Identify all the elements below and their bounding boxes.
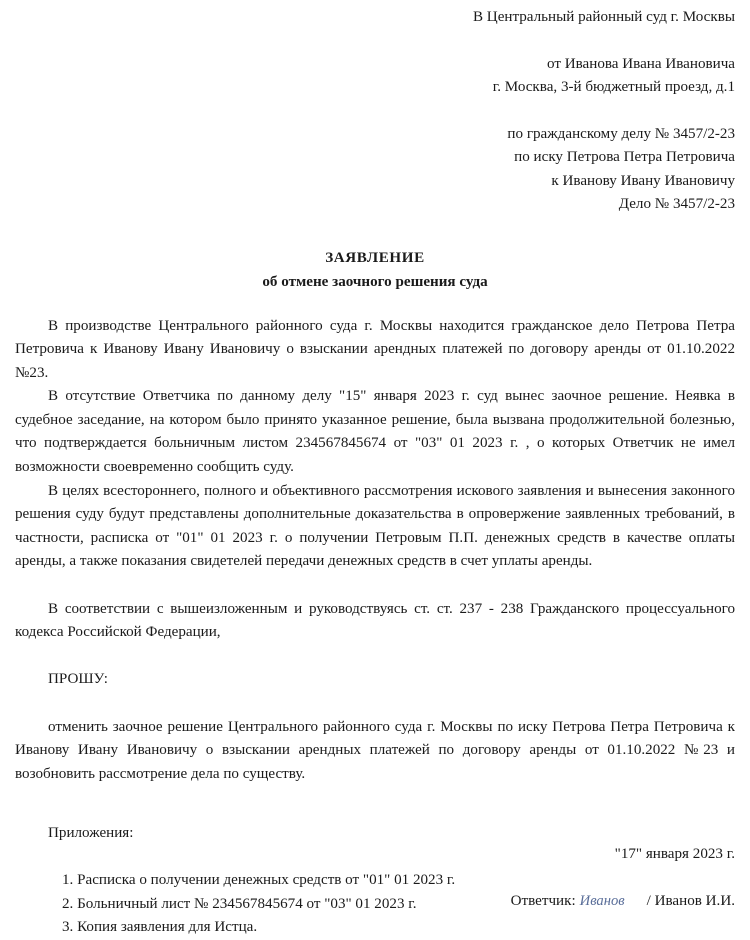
court-name-line: В Центральный районный суд г. Москвы — [472, 9, 735, 25]
signature-row — [511, 890, 735, 914]
claimant-line: по иску Петрова Петра Петровича — [514, 149, 735, 165]
case-number-line: Дело № 3457/2-23 — [618, 196, 735, 212]
handwritten-signature: Иванов — [579, 893, 625, 910]
page-title: ЗАЯВЛЕНИЕ — [325, 249, 425, 266]
signature-role-label: Ответчик: — [510, 893, 576, 910]
body-gap-1 — [15, 574, 735, 598]
case-civil-line: по гражданскому делу № 3457/2-23 — [507, 125, 735, 142]
title-block — [15, 247, 735, 293]
header-gap-2 — [15, 100, 735, 123]
signature-printed-name: Иванов И.И. — [654, 893, 735, 910]
signature-date: "17" января 2023 г. — [614, 845, 735, 862]
signature-separator: / — [646, 893, 651, 910]
document-header — [15, 0, 735, 217]
paragraph-request: отменить заочное решение Центрального районного суда г. Москвы по иску Петрова Петра Петровича к Иванову Ивану Ивановичу о взыскании арендных платежей по договору аренды от 01.10.2022 №23 и возобновить рассмотрение дела по существу. — [15, 718, 735, 782]
defendant-line: к Иванову Ивану Ивановичу — [551, 172, 735, 189]
paragraph-proceedings: В производстве Центрального районного суда г. Москвы находится гражданское дело Петрова Петра Петровича к Иванову Ивану Ивановичу о взыскании арендных платежей по договору аренды от 01.10.2022 №23. — [15, 317, 735, 381]
paragraph-absence: В отсутствие Ответчика по данному делу "15" января 2023 г. суд вынес заочное решение. Неявка в судебное заседание, на котором было принято указанное решение, была вызвана продолжительной болезнью, что подтверждается больничным листом 234567845674 от "03" 01 2023 г. , о которых Ответчик не имел возможности своевременно сообщить суду. — [15, 388, 735, 476]
applicant-group — [15, 53, 735, 100]
attachments-gap-2 — [15, 810, 735, 822]
document-body — [15, 315, 735, 787]
court-address-group — [15, 6, 735, 30]
paragraph-legal-basis: В соответствии с вышеизложенным и руководствуясь ст. ст. 237 - 238 Гражданского процессуального кодекса Российской Федерации, — [15, 600, 735, 641]
list-item: 1. Расписка о получении денежных средств от "01" 01 2023 г. — [62, 872, 456, 889]
page-subtitle: об отмене заочного решения суда — [262, 273, 488, 290]
header-gap-1 — [15, 30, 735, 53]
body-gap-3 — [15, 692, 735, 716]
body-gap-2 — [15, 645, 735, 669]
applicant-address-line: г. Москва, 3-й бюджетный проезд, д.1 — [492, 79, 735, 95]
request-heading: ПРОШУ: — [48, 671, 108, 688]
applicant-name-line: от Иванова Ивана Ивановича — [547, 55, 735, 72]
attachments-label: Приложения: — [48, 824, 134, 841]
paragraph-evidence: В целях всестороннего, полного и объективного рассмотрения искового заявления и вынесения законного решения суду будут представлены дополнительные доказательства в опровержение заявленных требований, в частности, расписка от "01" 01 2023 г. о получении Петровым П.П. денежных средств в качестве оплаты аренды, а также показания свидетелей передачи денежных средств в счет уплаты аренды. — [15, 482, 735, 570]
attachments-gap-1 — [15, 786, 735, 810]
list-item: 2. Больничный лист № 234567845674 от "03" 01 2023 г. — [62, 895, 417, 912]
signature-block — [511, 843, 735, 914]
case-reference-group — [15, 123, 735, 217]
list-item: 3. Копия заявления для Истца. — [62, 919, 258, 936]
